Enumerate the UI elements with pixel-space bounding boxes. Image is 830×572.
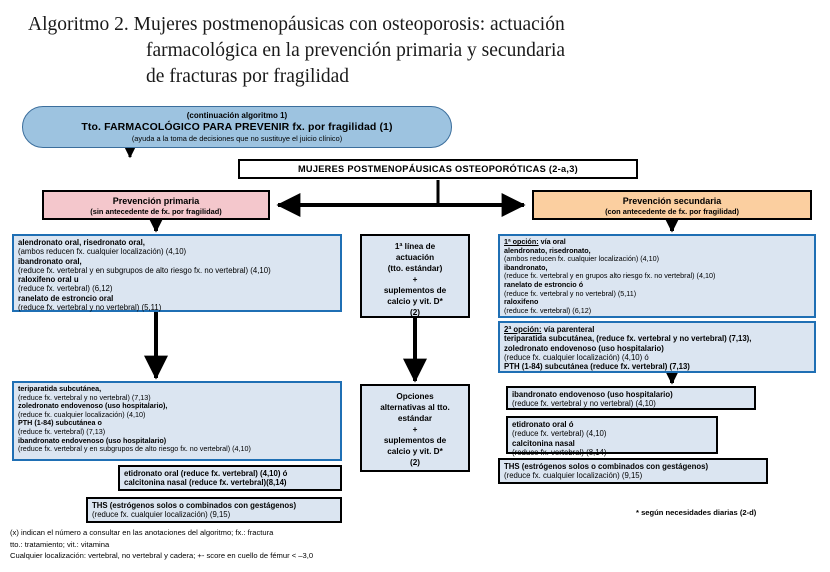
drug-line: (reduce fx. vertebral y en subgrupos de alto riesgo fx. no vertebral) (4,10) — [18, 444, 251, 454]
drug-line: (reduce fx. vertebral y no vertebral) (5,11) — [504, 288, 637, 298]
first-line-l5: suplementos de — [383, 286, 447, 295]
alternatives-l1: Opciones — [396, 392, 434, 401]
drug-line: raloxifeno oral u — [18, 275, 79, 285]
drug-line: (reduce fx. vertebral) (7,13) — [18, 426, 106, 436]
secondary-ibandronato-box — [506, 386, 756, 410]
drug-line: (reduce fx. vertebral) (8,14) — [512, 447, 607, 457]
footnotes — [10, 527, 530, 562]
drug-line: PTH (1-84) subcutánea (reduce fx. vertebral) (7,13) — [504, 362, 690, 372]
first-line-l1: 1ª línea de — [394, 242, 436, 251]
drug-line: (reduce fx. vertebral y no vertebral) (5,11) — [18, 303, 162, 313]
entry-box-line-2: Tto. FARMACOLÓGICO PARA PREVENIR fx. por fragilidad (1) — [81, 121, 393, 133]
drug-line: (reduce fx. vertebral y en grupos alto riesgo fx. no vertebral) (4,10) — [504, 271, 716, 281]
population-box-label: MUJERES POSTMENOPÁUSICAS OSTEOPORÓTICAS (2-a,3) — [297, 164, 579, 174]
first-line-l6: calcio y vit. D* — [387, 297, 443, 306]
drug-line: THS (estrógenos solos o combinados con gestágenos) — [92, 501, 297, 510]
drug-line: (ambos reducen fx. cualquier localización) (4,10) — [504, 254, 660, 264]
drug-line: ranelato de estroncio oral — [18, 293, 114, 303]
footnote-line-1: (x) indican el número a consultar en las anotaciones del algoritmo; fx.: fractura — [10, 528, 274, 537]
drug-line: etidronato oral ó — [512, 420, 574, 429]
algorithm-entry-box — [22, 106, 452, 148]
drug-line: (reduce fx. vertebral y no vertebral) (4,10) — [512, 399, 656, 409]
title-line-1: Algoritmo 2. Mujeres postmenopáusicas con osteoporosis: actuación — [28, 14, 565, 35]
drug-line: (reduce fx. vertebral) (4,10) — [512, 429, 607, 439]
page-title — [28, 12, 808, 90]
drug-line: ranelato de estroncio ó — [504, 279, 584, 289]
secondary-option1-box — [498, 234, 816, 318]
drug-line-emphasis: 2ª opción: — [504, 325, 542, 334]
primary-alternatives-drugs-box — [12, 381, 342, 461]
drug-line: teriparatida subcutánea, (reduce fx. vertebral y no vertebral) (7,13), — [504, 334, 752, 344]
alternatives-l2: alternativas al tto. — [380, 403, 450, 412]
footnote-line-3: Cualquier localización: vertebral, no vertebral y cadera; +- score en cuello de fémur < –3,0 — [10, 551, 314, 560]
drug-line: ibandronato endovenoso (uso hospitalario) — [18, 435, 167, 445]
primary-prevention-box — [42, 190, 270, 220]
drug-line: raloxifeno — [504, 297, 539, 307]
drug-line: alendronato oral, risedronato oral, — [18, 238, 145, 247]
alternatives-l3: estándar — [397, 414, 433, 423]
first-line-l4: + — [412, 275, 418, 284]
drug-line-emphasis: 1ª opción: — [504, 237, 539, 246]
drug-line: calcitonina nasal — [512, 438, 575, 448]
drug-line: (reduce fx. cualquier localización) (4,10) ó — [504, 352, 649, 362]
title-line-3: de fracturas por fragilidad — [146, 66, 350, 87]
drug-line: THS (estrógenos solos o combinados con gestágenos) — [504, 462, 709, 471]
primary-prevention-subtitle: (sin antecedente de fx. por fragilidad) — [90, 207, 222, 216]
daily-needs-footnote: * según necesidades diarias (2-d) — [636, 508, 757, 517]
drug-line: (reduce fx. cualquier localización) (9,15) — [504, 471, 643, 481]
drug-line: ibandronato oral, — [18, 256, 82, 266]
primary-etidronato-box — [118, 465, 342, 491]
first-line-l7: (2) — [409, 308, 420, 317]
secondary-option2-box — [498, 321, 816, 373]
secondary-prevention-subtitle: (con antecedente de fx. por fragilidad) — [605, 207, 739, 216]
alternatives-l6: calcio y vit. D* — [387, 447, 443, 456]
first-line-l3: (tto. estándar) — [387, 264, 443, 273]
entry-box-line-1: (continuación algoritmo 1) — [186, 111, 288, 120]
drug-line: (reduce fx. vertebral y en subgrupos de alto riesgo fx. no vertebral) (4,10) — [18, 265, 271, 275]
drug-line: etidronato oral (reduce fx. vertebral) (4,10) ó — [124, 469, 288, 478]
secondary-prevention-title: Prevención secundaria — [622, 196, 722, 206]
footnote-line-2: tto.: tratamiento; vit.: vitamina — [10, 539, 110, 549]
drug-line: 2ª opción: vía parenteral — [504, 325, 595, 334]
drug-line: (reduce fx. vertebral) (6,12) — [504, 305, 592, 315]
primary-first-line-drugs-box — [12, 234, 342, 312]
title-line-2: farmacológica en la prevención primaria y secundaria — [146, 40, 566, 61]
drug-line: ibandronato, — [504, 262, 548, 272]
alternative-options-box — [360, 384, 470, 472]
drug-line: (reduce fx. vertebral y no vertebral) (7,13) — [18, 392, 151, 402]
drug-line: ibandronato endovenoso (uso hospitalario) — [512, 390, 673, 399]
drug-line: 1ª opción: vía oral — [504, 237, 566, 246]
alternatives-l5: suplementos de — [383, 436, 447, 445]
first-line-action-box — [360, 234, 470, 318]
drug-line: (ambos reducen fx. cualquier localización) (4,10) — [18, 247, 187, 257]
drug-line: zoledronato endovenoso (uso hospitalario), — [18, 401, 168, 411]
primary-prevention-title: Prevención primaria — [112, 196, 200, 206]
alternatives-l4: + — [412, 425, 418, 434]
secondary-ths-box — [498, 458, 768, 484]
secondary-etidronato-box — [506, 416, 718, 457]
drug-line: teriparatida subcutánea, — [18, 384, 102, 393]
population-box — [238, 159, 638, 179]
drug-line: zoledronato endovenoso (uso hospitalario) — [504, 343, 664, 353]
alternatives-l7: (2) — [409, 458, 420, 467]
drug-line: (reduce fx. vertebral) (6,12) — [18, 284, 113, 294]
drug-line: PTH (1-84) subcutánea o — [18, 418, 102, 428]
secondary-prevention-box — [532, 190, 812, 220]
drug-line: (reduce fx. cualquier localización) (4,10) — [18, 409, 146, 419]
entry-box-line-3: (ayuda a la toma de decisiones que no sustituye el juicio clínico) — [131, 134, 343, 143]
first-line-l2: actuación — [395, 253, 435, 262]
drug-line: calcitonina nasal (reduce fx. vertebral)(8,14) — [124, 478, 287, 488]
drug-line: (reduce fx. cualquier localización) (9,15) — [92, 510, 231, 520]
drug-line: alendronato, risedronato, — [504, 245, 591, 255]
primary-ths-box — [86, 497, 342, 523]
